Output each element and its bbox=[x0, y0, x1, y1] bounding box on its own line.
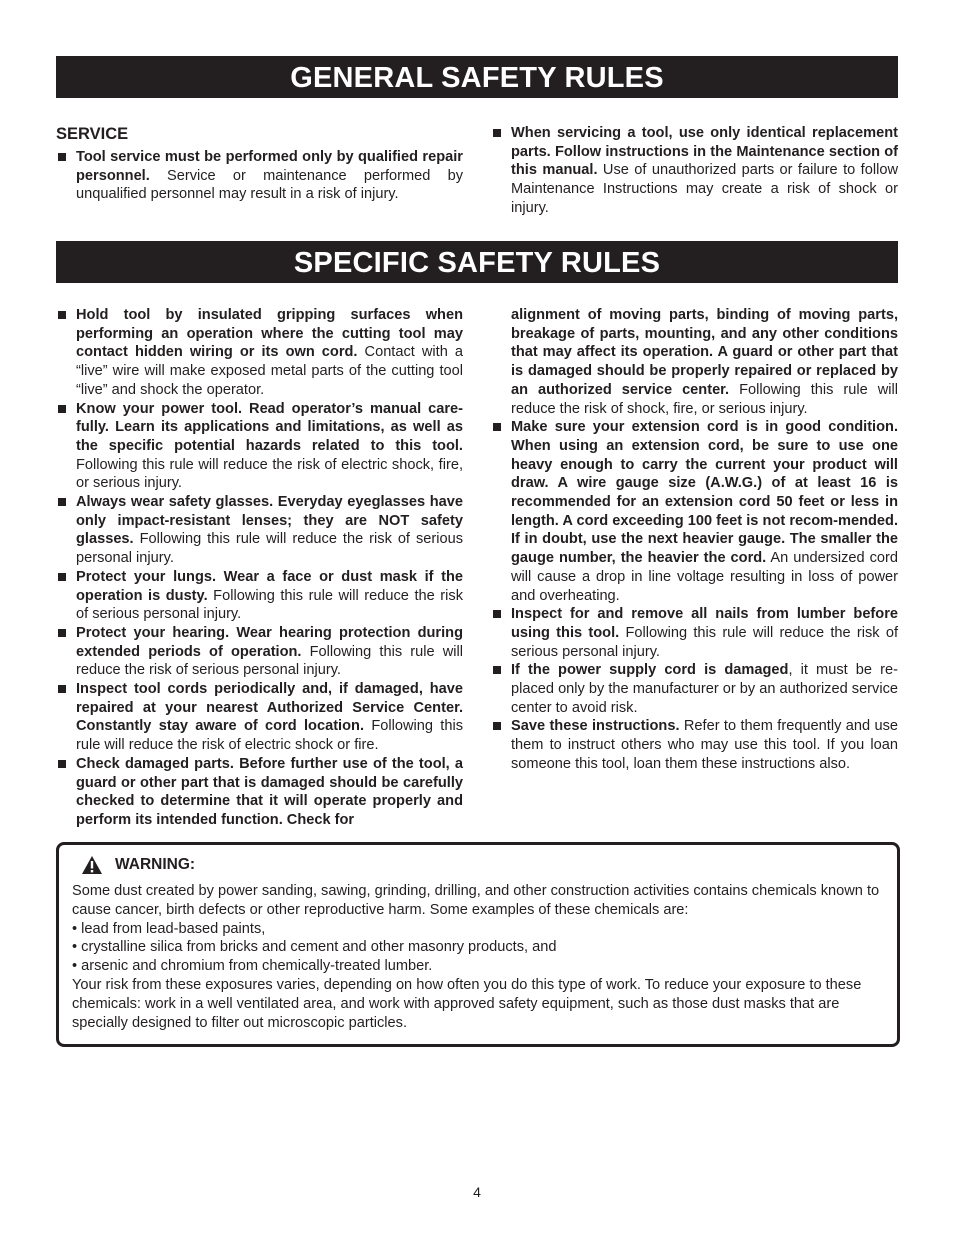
rule-bold-text: When servicing a tool, use only identical replacement parts. Follow instructions in the Maintenance section of this manual. bbox=[511, 125, 898, 179]
bullet-square-icon bbox=[493, 610, 501, 618]
rule-insulated-gripping bbox=[56, 306, 463, 400]
service-rule-qualified-personnel bbox=[56, 148, 463, 204]
rule-text: Following this rule will reduce the risk of shock, fire, or serious injury. bbox=[511, 381, 898, 417]
bullet-square-icon bbox=[493, 666, 501, 674]
rule-text: Refer to them frequently and use them to instruct others who may use this tool. If you loan someone this tool, loan them these instructions also. bbox=[511, 718, 898, 772]
bullet-square-icon bbox=[58, 311, 66, 319]
rule-text: , it must be re-placed only by the manufacturer or by an authorized service center to avoid risk. bbox=[511, 662, 898, 716]
rule-bold-text: Know your power tool. Read operator’s manual care-fully. Learn its applications and limitations, as well as the specific potential hazards related to this tool. bbox=[76, 400, 463, 454]
rule-text: Following this rule will reduce the risk of serious personal injury. bbox=[511, 624, 898, 660]
rule-text: Following this rule will reduce the risk of serious personal injury. bbox=[76, 587, 463, 623]
rule-protect-lungs bbox=[56, 568, 463, 624]
rule-bold-text: alignment of moving parts, binding of moving parts, breakage of parts, mounting, and any other conditions that may affect its operation. A guard or other part that is damaged should be properly repaired or replaced by an authorized service center. bbox=[511, 307, 898, 398]
specific-safety-rules-banner: SPECIFIC SAFETY RULES bbox=[56, 241, 898, 283]
rule-text: Service or maintenance performed by unqualified personnel may result in a risk of injury. bbox=[76, 167, 463, 203]
rule-bold-text: If the power supply cord is damaged bbox=[511, 662, 789, 679]
rule-check-damaged-parts-continued bbox=[491, 306, 898, 418]
bullet-square-icon bbox=[58, 685, 66, 693]
page-number: 4 bbox=[473, 1184, 481, 1200]
rule-text: An undersized cord will cause a drop in line voltage resulting in loss of power and overheating. bbox=[511, 550, 898, 604]
warning-triangle-icon bbox=[81, 855, 103, 875]
rule-bold-text: Inspect tool cords periodically and, if damaged, have repaired at your nearest Authorized Service Center. Constantly stay aware of cord location. bbox=[76, 681, 463, 735]
warning-header bbox=[81, 855, 195, 875]
rule-remove-nails bbox=[491, 605, 898, 661]
warning-paragraph: Some dust created by power sanding, sawing, grinding, drilling, and other construction activities contains chemicals known to cause cancer, birth defects or other reproductive harm. Some examples of these chemicals are: bbox=[72, 883, 880, 918]
warning-bullet-item: • arsenic and chromium from chemically-treated lumber. bbox=[72, 958, 433, 975]
rule-extension-cord bbox=[491, 418, 898, 605]
general-safety-rules-banner: GENERAL SAFETY RULES bbox=[56, 56, 898, 98]
rule-check-damaged-parts bbox=[56, 755, 463, 830]
bullet-square-icon bbox=[58, 405, 66, 413]
rule-bold-text: Protect your lungs. Wear a face or dust mask if the operation is dusty. bbox=[76, 568, 463, 604]
rule-safety-glasses bbox=[56, 493, 463, 568]
rule-text: Following this rule will reduce the risk of electric shock, fire, or serious injury. bbox=[76, 456, 463, 492]
rule-know-power-tool bbox=[56, 400, 463, 494]
rule-text: Contact with a “live” wire will make exposed metal parts of the cutting tool “live” and shock the operator. bbox=[76, 344, 463, 398]
service-rule-replacement-parts bbox=[491, 124, 898, 218]
specific-rules-left-column bbox=[56, 306, 463, 830]
service-heading: SERVICE bbox=[56, 125, 129, 143]
specific-rules-right-column bbox=[491, 306, 898, 774]
rule-text: Following this rule will reduce the risk of serious personal injury. bbox=[76, 643, 463, 679]
rule-inspect-cords bbox=[56, 680, 463, 755]
bullet-square-icon bbox=[493, 722, 501, 730]
bullet-square-icon bbox=[58, 153, 66, 161]
rule-bold-text: Protect your hearing. Wear hearing protection during extended periods of operation. bbox=[76, 624, 463, 660]
service-section bbox=[56, 124, 463, 204]
rule-text: Use of unauthorized parts or failure to follow Maintenance Instructions may create a risk of shock or injury. bbox=[511, 162, 898, 216]
rule-bold-text: Save these instructions. bbox=[511, 718, 680, 735]
rule-bold-text: Hold tool by insulated gripping surfaces when performing an operation where the cutting tool may contact hidden wiring or its own cord. bbox=[76, 307, 463, 361]
bullet-square-icon bbox=[58, 498, 66, 506]
rule-bold-text: Always wear safety glasses. Everyday eyeglasses have only impact-resistant lenses; they are NOT safety glasses. bbox=[76, 494, 463, 548]
rule-damaged-supply-cord bbox=[491, 661, 898, 717]
warning-bullet-item: • crystalline silica from bricks and cement and other masonry products, and bbox=[72, 939, 557, 956]
rule-bold-text: Make sure your extension cord is in good condition. When using an extension cord, be sure to use one heavy enough to carry the current your product will draw. A wire gauge size (A.W.G.) of at least 16 is recommended for an extension cord 50 feet or less in length. A cord exceeding 100 feet is not recom-mended. If in doubt, use the next heavier gauge. The smaller the gauge number, the heavier the cord. bbox=[511, 419, 898, 567]
bullet-square-icon bbox=[58, 629, 66, 637]
bullet-square-icon bbox=[58, 573, 66, 581]
bullet-square-icon bbox=[493, 423, 501, 431]
rule-protect-hearing bbox=[56, 624, 463, 680]
rule-text: Following this rule will reduce the risk of electric shock or fire. bbox=[76, 718, 463, 754]
warning-body bbox=[72, 882, 886, 1032]
bullet-square-icon bbox=[493, 129, 501, 137]
bullet-square-icon bbox=[58, 760, 66, 768]
rule-bold-text: Tool service must be performed only by qualified repair personnel. bbox=[76, 149, 463, 184]
warning-heading: WARNING: bbox=[115, 856, 196, 873]
rule-bold-text: Check damaged parts. Before further use of the tool, a guard or other part that is damaged should be carefully checked to determine that it will operate properly and perform its intended function. Check for bbox=[76, 755, 463, 828]
warning-bullet-item: • lead from lead-based paints, bbox=[72, 920, 266, 937]
warning-box bbox=[56, 842, 900, 1047]
rule-save-instructions bbox=[491, 717, 898, 773]
warning-paragraph: Your risk from these exposures varies, depending on how often you do this type of work. To reduce your exposure to these chemicals: work in a well ventilated area, and work with approved safety equipment, such as those dust masks that are specially designed to filter out microscopic particles. bbox=[72, 976, 862, 1031]
rule-bold-text: Inspect for and remove all nails from lumber before using this tool. bbox=[511, 606, 898, 641]
rule-text: Following this rule will reduce the risk of serious personal injury. bbox=[76, 531, 463, 567]
service-section-right bbox=[491, 124, 898, 218]
